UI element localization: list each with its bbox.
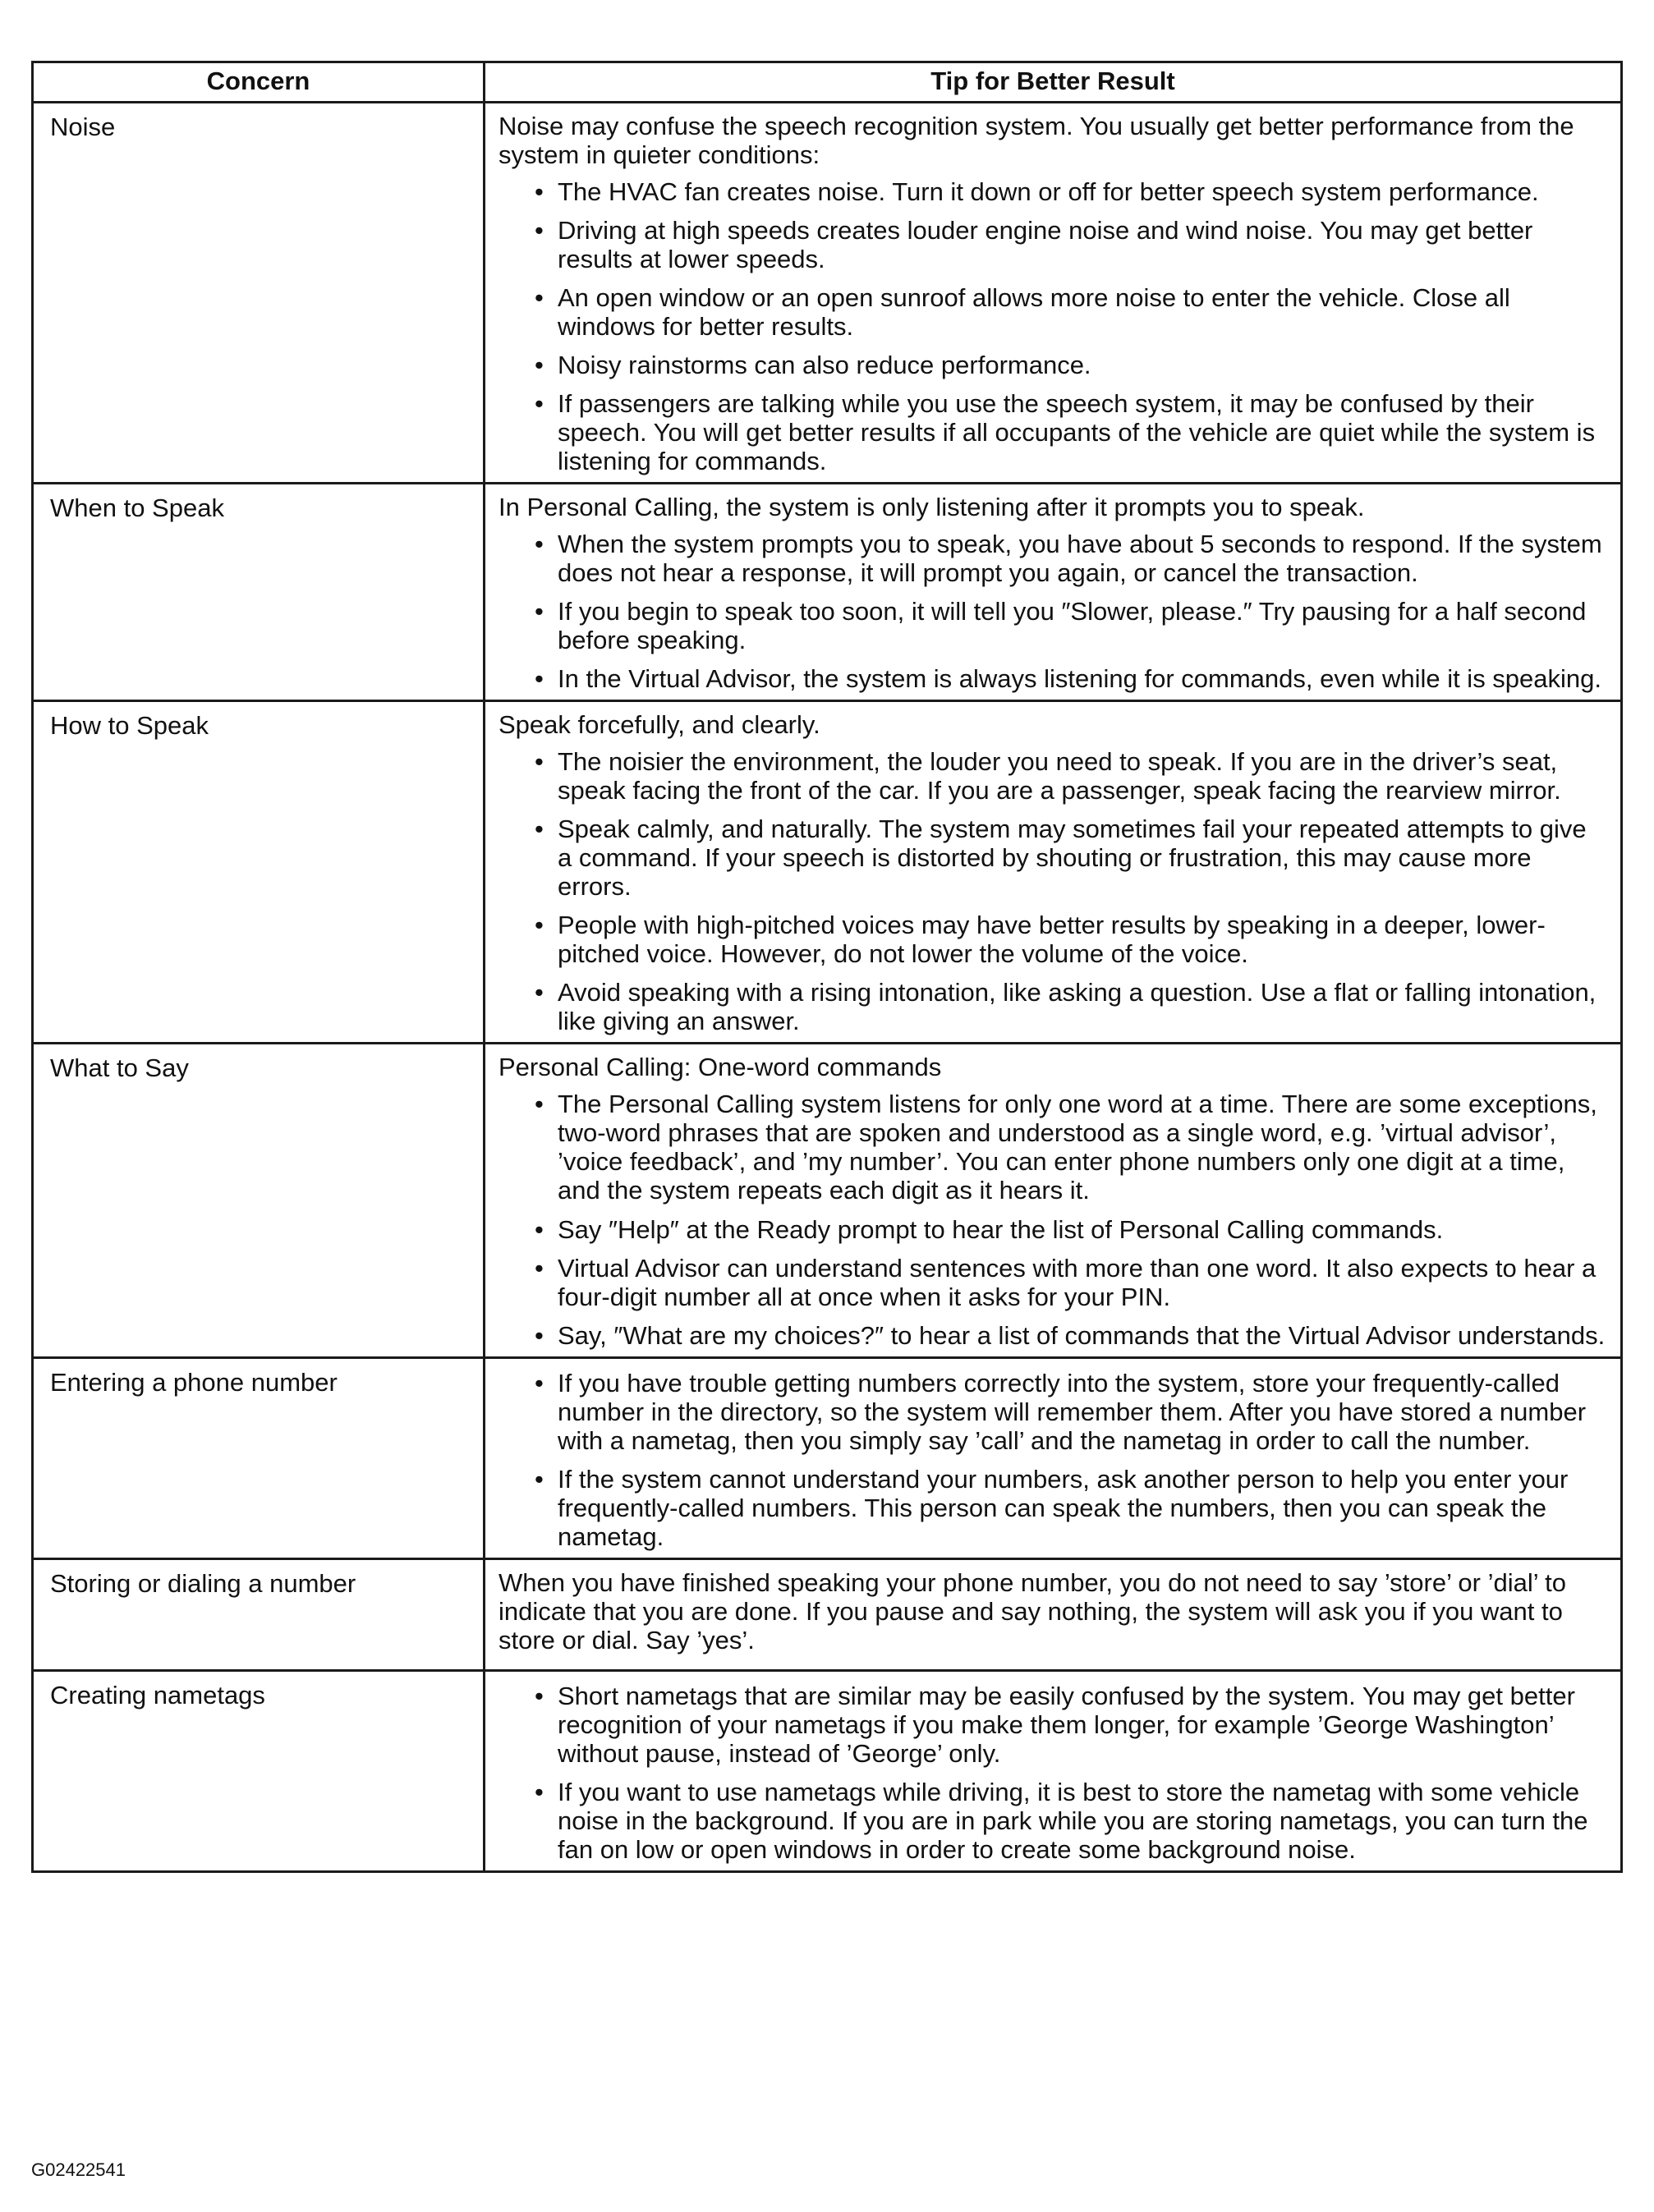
bullet-text: Say, ″What are my choices?″ to hear a list of commands that the Virtual Advisor understands. <box>558 1320 1606 1350</box>
concern-cell: When to Speak <box>33 484 485 701</box>
bullet-icon: • <box>535 216 544 246</box>
list-item <box>531 351 1607 379</box>
tip-intro: When you have finished speaking your phone number, you do not need to say ’store’ or ’dial’ to indicate that you are done. If you pause and say nothing, the system will ask you if you want to store or dial. Say ’yes’. <box>498 1567 1566 1654</box>
bullet-icon: • <box>535 1320 544 1350</box>
list-item <box>531 1682 1607 1768</box>
table-row <box>33 1044 1622 1357</box>
tip-bullet-list <box>498 747 1607 1035</box>
tip-cell <box>485 701 1622 1044</box>
tip-cell <box>485 1357 1622 1558</box>
list-item <box>531 216 1607 273</box>
bullet-text: When the system prompts you to speak, you have about 5 seconds to respond. If the system does not hear a response, it will prompt you again, or cancel the transaction. <box>558 530 1602 588</box>
bullet-text: People with high-pitched voices may have better results by speaking in a deeper, lower-pitched voice. However, do not lower the volume of the voice. <box>558 911 1546 969</box>
bullet-icon: • <box>535 283 544 313</box>
list-item <box>531 911 1607 968</box>
table-row <box>33 1558 1622 1670</box>
list-item <box>531 1254 1607 1311</box>
tip-cell <box>485 1044 1622 1357</box>
column-header-concern: Concern <box>33 62 485 103</box>
figure-id: G02422541 <box>31 2159 126 2180</box>
bullet-icon: • <box>535 1253 544 1283</box>
concern-cell: Storing or dialing a number <box>33 1558 485 1670</box>
tip-bullet-list <box>498 1369 1607 1551</box>
bullet-text: Avoid speaking with a rising intonation, like asking a question. Use a flat or falling intonation, like giving an answer. <box>558 978 1597 1036</box>
list-item <box>531 815 1607 901</box>
column-header-tip: Tip for Better Result <box>485 62 1622 103</box>
table-row <box>33 1670 1622 1871</box>
list-item <box>531 389 1607 475</box>
list-item <box>531 283 1607 341</box>
list-item <box>531 597 1607 654</box>
bullet-icon: • <box>535 911 544 940</box>
tip-cell <box>485 1558 1622 1670</box>
list-item <box>531 1369 1607 1455</box>
list-item <box>531 530 1607 587</box>
list-item <box>531 747 1607 805</box>
table-row <box>33 103 1622 484</box>
bullet-text: Noisy rainstorms can also reduce performance. <box>558 351 1091 380</box>
document <box>31 61 1623 1873</box>
bullet-icon: • <box>535 1681 544 1710</box>
bullet-text: If you begin to speak too soon, it will tell you ″Slower, please.″ Try pausing for a half second before speaking. <box>558 597 1587 655</box>
list-item <box>531 1090 1607 1205</box>
list-item <box>531 1465 1607 1551</box>
table-row <box>33 1357 1622 1558</box>
bullet-icon: • <box>535 815 544 844</box>
list-item <box>531 1215 1607 1244</box>
list-item <box>531 1321 1607 1350</box>
bullet-text: The noisier the environment, the louder you need to speak. If you are in the driver’s seat, speak facing the front of the car. If you are a passenger, speak facing the rearview mirror. <box>558 747 1561 805</box>
tip-intro: Personal Calling: One-word commands <box>498 1053 942 1082</box>
bullet-icon: • <box>535 978 544 1007</box>
bullet-text: If you have trouble getting numbers correctly into the system, store your frequently-called number in the directory, so the system will remember them. After you have stored a number with a nametag, then you simply say ’call’ and the nametag in order to call the number. <box>558 1368 1587 1455</box>
bullet-icon: • <box>535 1214 544 1244</box>
bullet-icon: • <box>535 389 544 419</box>
list-item <box>531 177 1607 206</box>
bullet-text: Say ″Help″ at the Ready prompt to hear the list of Personal Calling commands. <box>558 1214 1444 1244</box>
tip-bullet-list <box>498 177 1607 475</box>
tip-bullet-list <box>498 1682 1607 1864</box>
concern-cell: How to Speak <box>33 701 485 1044</box>
bullet-text: Speak calmly, and naturally. The system may sometimes fail your repeated attempts to give a command. If your speech is distorted by shouting or frustration, this may cause more errors. <box>558 815 1587 902</box>
concern-cell: Entering a phone number <box>33 1357 485 1558</box>
tip-intro: Speak forcefully, and clearly. <box>498 710 820 740</box>
bullet-icon: • <box>535 1464 544 1494</box>
bullet-text: The Personal Calling system listens for only one word at a time. There are some exceptions, two-word phrases that are spoken and understood as a single word, e.g. ’virtual advisor’, ’voice feedback’, and ’my number’. You can enter phone numbers only one digit at a time, and the system repeats each digit as it hears it. <box>558 1090 1597 1205</box>
bullet-text: Driving at high speeds creates louder engine noise and wind noise. You may get better results at lower speeds. <box>558 216 1533 274</box>
table-row <box>33 484 1622 701</box>
bullet-text: Virtual Advisor can understand sentences with more than one word. It also expects to hear a four-digit number all at once when it asks for your PIN. <box>558 1253 1597 1311</box>
list-item <box>531 1778 1607 1864</box>
tip-cell <box>485 484 1622 701</box>
bullet-icon: • <box>535 1090 544 1119</box>
header-row <box>33 62 1622 103</box>
tip-bullet-list <box>498 1090 1607 1349</box>
tip-intro: In Personal Calling, the system is only listening after it prompts you to speak. <box>498 493 1365 522</box>
tip-cell <box>485 103 1622 484</box>
bullet-text: The HVAC fan creates noise. Turn it down or off for better speech system performance. <box>558 177 1539 207</box>
concern-cell: Creating nametags <box>33 1670 485 1871</box>
bullet-text: Short nametags that are similar may be easily confused by the system. You may get better recognition of your nametags if you make them longer, for example ’George Washington’ without pause, instead of ’George’ only. <box>558 1681 1575 1768</box>
table-body <box>33 103 1622 1872</box>
bullet-text: An open window or an open sunroof allows more noise to enter the vehicle. Close all windows for better results. <box>558 283 1510 342</box>
bullet-icon: • <box>535 177 544 207</box>
tip-cell <box>485 1670 1622 1871</box>
bullet-text: If passengers are talking while you use the speech system, it may be confused by their speech. You will get better results if all occupants of the vehicle are quiet while the system is listening for commands. <box>558 389 1596 476</box>
tip-intro: Noise may confuse the speech recognition system. You usually get better performance from the system in quieter conditions: <box>498 112 1574 170</box>
bullet-text: If you want to use nametags while driving, it is best to store the nametag with some vehicle noise in the background. If you are in park while you are storing nametags, you can turn the fan on low or open windows in order to create some background noise. <box>558 1777 1588 1864</box>
concern-cell: Noise <box>33 103 485 484</box>
concern-cell: What to Say <box>33 1044 485 1357</box>
list-item <box>531 978 1607 1035</box>
bullet-text: In the Virtual Advisor, the system is always listening for commands, even while it is speaking. <box>558 664 1602 694</box>
bullet-icon: • <box>535 664 544 694</box>
bullet-icon: • <box>535 597 544 626</box>
bullet-icon: • <box>535 530 544 559</box>
list-item <box>531 664 1607 693</box>
table-row <box>33 701 1622 1044</box>
bullet-icon: • <box>535 351 544 380</box>
bullet-icon: • <box>535 747 544 777</box>
tips-table <box>31 61 1623 1873</box>
bullet-text: If the system cannot understand your numbers, ask another person to help you enter your frequently-called numbers. This person can speak the numbers, then you can speak the nametag. <box>558 1464 1569 1551</box>
bullet-icon: • <box>535 1777 544 1806</box>
bullet-icon: • <box>535 1368 544 1397</box>
tip-bullet-list <box>498 530 1607 693</box>
